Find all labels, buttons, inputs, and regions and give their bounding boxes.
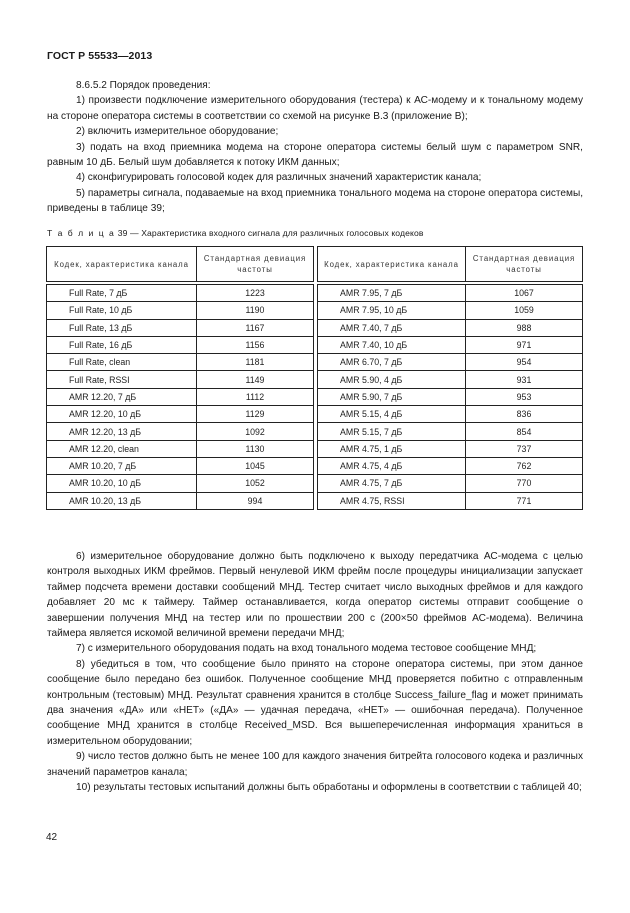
- page-number: 42: [46, 832, 58, 843]
- codec-cell: AMR 7.40, 10 дБ: [318, 336, 466, 353]
- deviation-cell: 1223: [197, 285, 314, 302]
- procedure-intro: [47, 78, 583, 217]
- procedure-step: 7) с измерительного оборудования подать на вход тонального модема тестовое сообщение МНД;: [76, 643, 537, 655]
- procedure-step: 3) подать на вход приемника модема на стороне оператора системы белый шум с параметром SNR, равным 10 дБ. Белый шум добавляется к потоку ИКМ данных;: [47, 141, 583, 169]
- deviation-cell: 771: [466, 492, 583, 509]
- codec-cell: AMR 4.75, RSSI: [318, 492, 466, 509]
- deviation-cell: 954: [466, 354, 583, 371]
- table-row: [47, 302, 583, 319]
- codec-cell: AMR 10.20, 13 дБ: [47, 492, 197, 509]
- codec-cell: AMR 5.90, 7 дБ: [318, 388, 466, 405]
- codec-cell: AMR 4.75, 1 дБ: [318, 440, 466, 457]
- deviation-cell: 1129: [197, 406, 314, 423]
- codec-cell: AMR 4.75, 4 дБ: [318, 457, 466, 474]
- procedure-step: 1) произвести подключение измерительного оборудования (тестера) к АС-модему и к тональному модему на стороне оператора системы в соответствии со схемой на рисунке В.3 (приложение В);: [47, 95, 583, 122]
- column-header: Стандартная девиация частоты: [197, 247, 314, 282]
- column-header: Кодек, характеристика канала: [47, 247, 197, 282]
- table-caption: [47, 228, 424, 238]
- deviation-cell: 1181: [197, 354, 314, 371]
- codec-cell: AMR 4.75, 7 дБ: [318, 475, 466, 492]
- codec-table: [46, 246, 583, 510]
- table-row: [47, 319, 583, 336]
- deviation-cell: 1149: [197, 371, 314, 388]
- column-header: Кодек, характеристика канала: [318, 247, 466, 282]
- deviation-cell: 994: [197, 492, 314, 509]
- table-row: [47, 354, 583, 371]
- document-header: ГОСТ Р 55533—2013: [47, 50, 153, 62]
- codec-cell: AMR 7.95, 7 дБ: [318, 285, 466, 302]
- table-row: [47, 406, 583, 423]
- procedure-step: 2) включить измерительное оборудование;: [76, 126, 279, 138]
- codec-cell: AMR 5.15, 7 дБ: [318, 423, 466, 440]
- table-row: [47, 423, 583, 440]
- table-header-row: [47, 247, 583, 282]
- deviation-cell: 1190: [197, 302, 314, 319]
- table-row: [47, 336, 583, 353]
- codec-cell: AMR 6.70, 7 дБ: [318, 354, 466, 371]
- deviation-cell: 1112: [197, 388, 314, 405]
- codec-cell: AMR 5.90, 4 дБ: [318, 371, 466, 388]
- procedure-step: 8) убедиться в том, что сообщение было принято на стороне оператора системы, при этом данное сообщение было передано без ошибок. Полученное сообщение МНД проверяется побитно с отправленным контрольным (тестовым) МНД. Результат сравнения хранится в столбце Success_failure_flag и может принимать два значения «ДА» или «НЕТ» («ДА» — удачная передача, «НЕТ» — ошибочная передача). Полученное сообщение МНД хранится в столбце Received_MSD. Вся вышеперечисленная информация храниться в измерительном оборудовании;: [47, 658, 583, 747]
- procedure-step: 4) сконфигурировать голосовой кодек для различных значений характеристик канала;: [76, 172, 482, 184]
- codec-cell: Full Rate, 10 дБ: [47, 302, 197, 319]
- codec-cell: AMR 12.20, clean: [47, 440, 197, 457]
- codec-cell: AMR 10.20, 7 дБ: [47, 457, 197, 474]
- codec-cell: Full Rate, 16 дБ: [47, 336, 197, 353]
- deviation-cell: 854: [466, 423, 583, 440]
- deviation-cell: 1059: [466, 302, 583, 319]
- section-heading: 8.6.5.2 Порядок проведения:: [76, 80, 211, 91]
- deviation-cell: 1067: [466, 285, 583, 302]
- table-row: [47, 285, 583, 302]
- table-row: [47, 475, 583, 492]
- procedure-step: 9) число тестов должно быть не менее 100 для каждого значения битрейта голосового кодека и различных значений параметров канала;: [47, 751, 583, 778]
- codec-cell: AMR 7.40, 7 дБ: [318, 319, 466, 336]
- table-row: [47, 440, 583, 457]
- deviation-cell: 931: [466, 371, 583, 388]
- table-row: [47, 388, 583, 405]
- table-row: [47, 492, 583, 509]
- table-caption-label: Т а б л и ц а: [47, 228, 116, 238]
- codec-cell: Full Rate, 7 дБ: [47, 285, 197, 302]
- deviation-cell: 1092: [197, 423, 314, 440]
- table-caption-text: 39 — Характеристика входного сигнала для различных голосовых кодеков: [117, 228, 424, 238]
- codec-cell: Full Rate, 13 дБ: [47, 319, 197, 336]
- deviation-cell: 1130: [197, 440, 314, 457]
- procedure-steps: [47, 549, 583, 796]
- deviation-cell: 737: [466, 440, 583, 457]
- deviation-cell: 836: [466, 406, 583, 423]
- codec-cell: AMR 7.95, 10 дБ: [318, 302, 466, 319]
- deviation-cell: 762: [466, 457, 583, 474]
- column-header: Стандартная девиация частоты: [466, 247, 583, 282]
- procedure-step: 5) параметры сигнала, подаваемые на вход приемника тонального модема на стороне оператора системы, приведены в таблице 39;: [47, 187, 583, 215]
- codec-cell: Full Rate, clean: [47, 354, 197, 371]
- deviation-cell: 1045: [197, 457, 314, 474]
- deviation-cell: 953: [466, 388, 583, 405]
- deviation-cell: 988: [466, 319, 583, 336]
- deviation-cell: 971: [466, 336, 583, 353]
- codec-cell: AMR 10.20, 10 дБ: [47, 475, 197, 492]
- codec-cell: Full Rate, RSSI: [47, 371, 197, 388]
- deviation-cell: 1052: [197, 475, 314, 492]
- procedure-step: 10) результаты тестовых испытаний должны быть обработаны и оформлены в соответствии с таблицей 40;: [76, 782, 582, 794]
- table-row: [47, 457, 583, 474]
- codec-cell: AMR 12.20, 10 дБ: [47, 406, 197, 423]
- deviation-cell: 1156: [197, 336, 314, 353]
- procedure-step: 6) измерительное оборудование должно быть подключено к выходу передатчика АС-модема с целью контроля выходных ИКМ фреймов. Первый ненулевой ИКМ фрейм после процедуры инициализации запускает таймер подсчета времени доставки сообщений МНД. Тестер считает число выходных фреймов и для каждого добавляет 20 мс к таймеру. Таймер останавливается, когда оператор системы отправит сообщение о завершении получения МНД на тестер или по прошествии 200 с (200×50 фреймов АС-модема). Величина таймера является искомой величиной времени передачи МНД;: [47, 551, 583, 640]
- codec-cell: AMR 12.20, 13 дБ: [47, 423, 197, 440]
- codec-cell: AMR 12.20, 7 дБ: [47, 388, 197, 405]
- deviation-cell: 770: [466, 475, 583, 492]
- codec-cell: AMR 5.15, 4 дБ: [318, 406, 466, 423]
- table-row: [47, 371, 583, 388]
- deviation-cell: 1167: [197, 319, 314, 336]
